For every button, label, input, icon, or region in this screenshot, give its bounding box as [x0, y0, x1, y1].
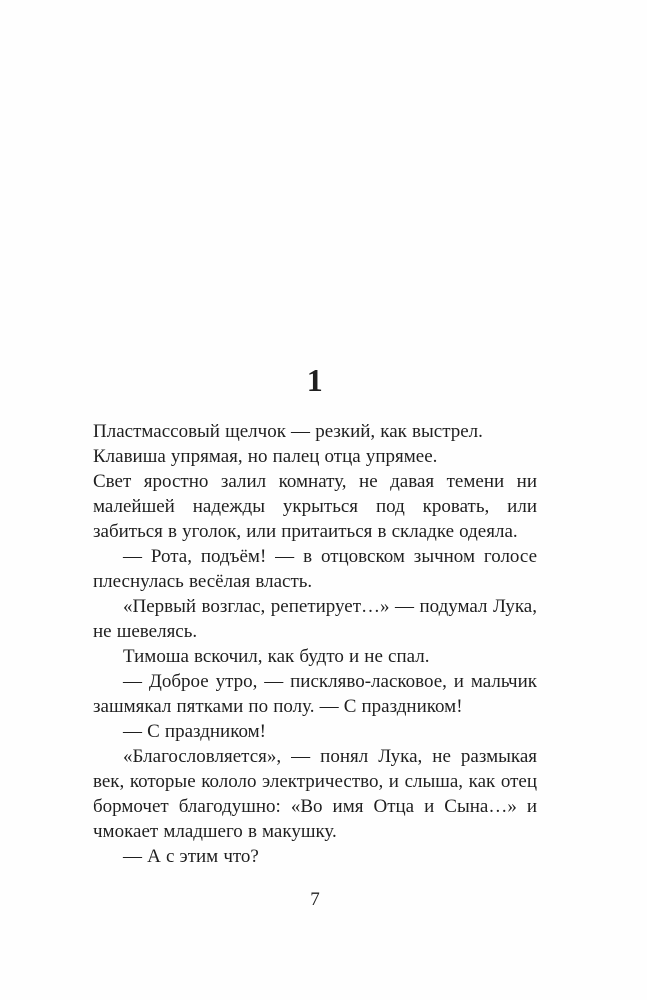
paragraph: «Первый возглас, репетирует…» — подумал Лука, не шевелясь.: [93, 596, 537, 642]
paragraph: Свет яростно залил комнату, не давая темени ни малейшей надежды укрыться под кровать, или забиться в уголок, или притаиться в складке одеяла.: [93, 471, 537, 542]
paragraph: Клавиша упрямая, но палец отца упрямее.: [93, 446, 438, 467]
paragraph: — А с этим что?: [123, 846, 259, 867]
text-block: [93, 419, 537, 869]
chapter-number: 1: [306, 362, 324, 398]
paragraph: Пластмассовый щелчок — резкий, как выстрел.: [93, 421, 483, 442]
paragraph: — Доброе утро, — пискляво-ласковое, и мальчик зашмякал пятками по полу. — С праздником!: [93, 671, 537, 717]
paragraph: Тимоша вскочил, как будто и не спал.: [123, 646, 430, 667]
page-number: 7: [310, 889, 320, 910]
text-column: [93, 0, 537, 869]
paragraph: — С праздником!: [123, 721, 266, 742]
paragraph: «Благословляется», — понял Лука, не размыкая век, которые кололо электричество, и слыша, как отец бормочет благодушно: «Во имя Отца и Сына…» и чмокает младшего в макушку.: [93, 746, 537, 842]
paragraph: — Рота, подъём! — в отцовском зычном голосе плеснулась весёлая власть.: [93, 546, 537, 592]
